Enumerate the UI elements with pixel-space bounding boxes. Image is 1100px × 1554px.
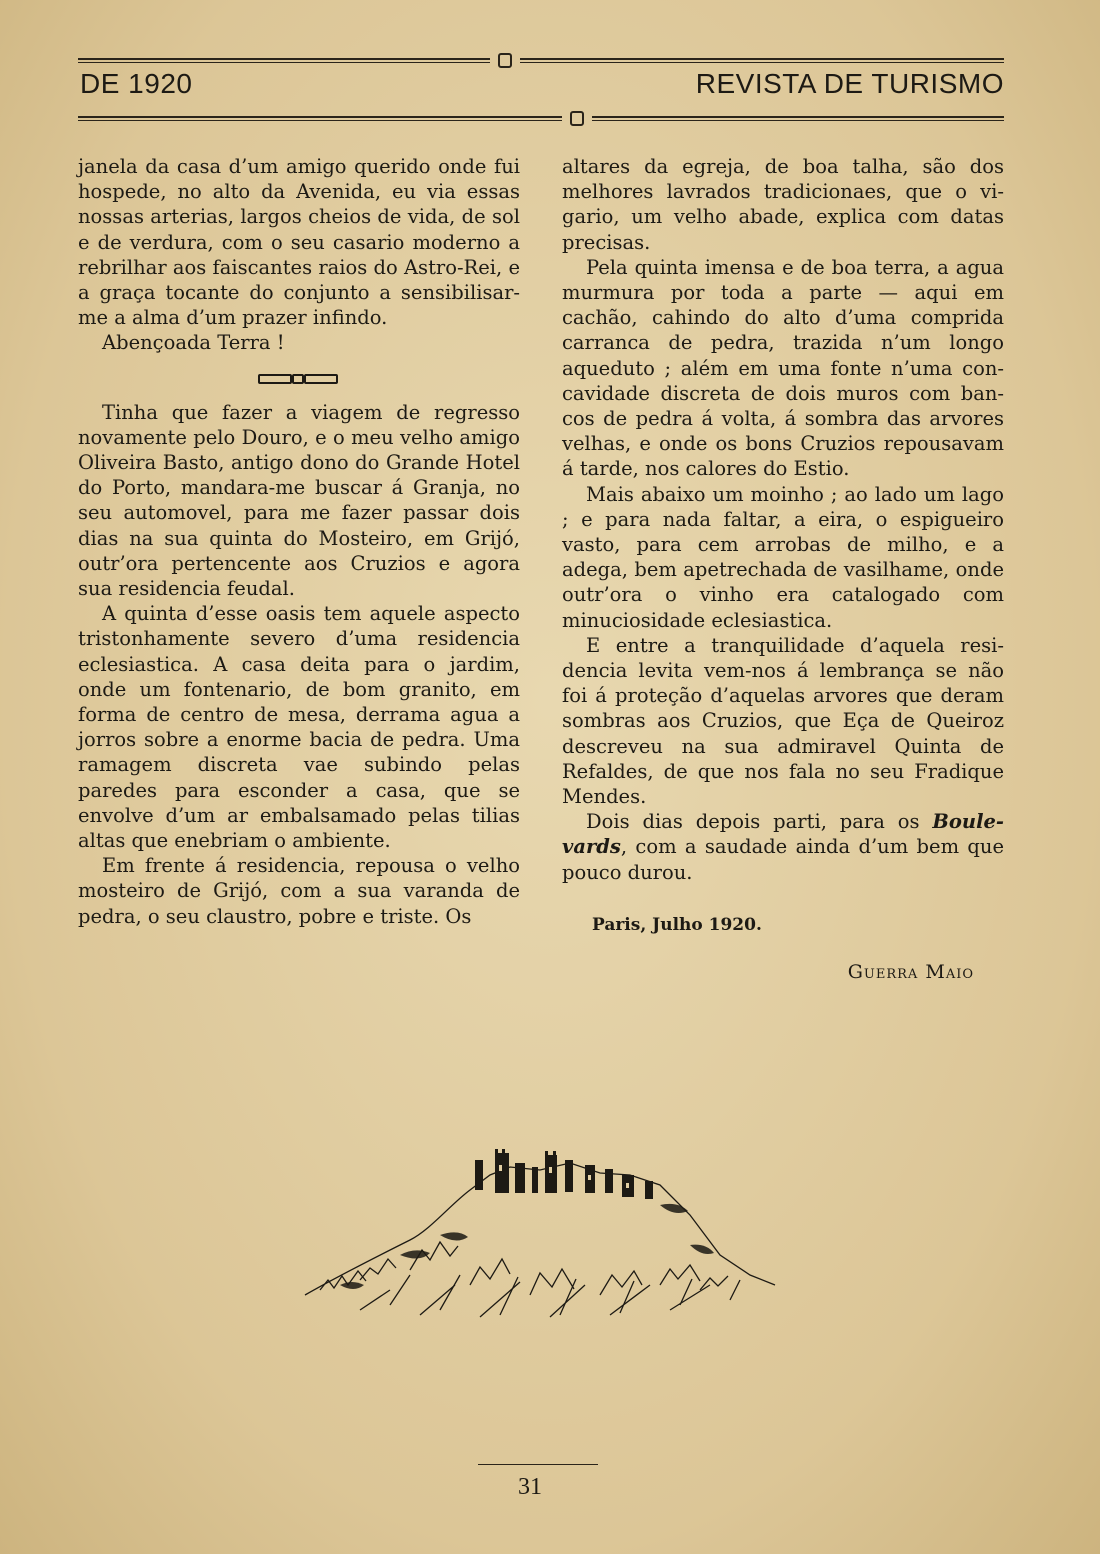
castle-hill-illustration	[300, 1145, 780, 1325]
header-top-rule-left	[78, 58, 490, 60]
author-signature: Guerra Maio	[847, 961, 974, 984]
paragraph-text: , com a saudade ainda d’um bem que pouco durou.	[562, 835, 1004, 884]
boulevards-italic: Boulevards	[562, 810, 1004, 859]
paragraph: Em frente á residencia, repousa o velho mosteiro de Grijó, com a sua varanda de pedra, o seu claustro, pobre e triste. Os	[78, 854, 520, 928]
header-top-rule-right	[520, 58, 1004, 60]
paragraph: A quinta d’esse oasis tem aquele aspecto tristonhamente severo d’uma residencia eclesiastica. A casa deita para o jardim, onde um fontenario, de bom granito, em forma de centro de mesa, derrama agua a jorros sobre a enorme bacia de pedra. Uma ramagem discreta vae subindo pelas paredes para esconder a casa, que se envolve d’um ar embalsamado pelas tilias altas que enebriam o ambiente.	[78, 602, 520, 853]
paragraph: Tinha que fazer a viagem de regresso novamente pelo Douro, e o meu velho amigo Oliveira Basto, antigo dono do Grande Hotel do Porto, mandara-me buscar á Granja, no seu automovel, para me fazer passar dois dias na sua quinta do Mosteiro, em Grijó, outr’ora pertencente aos Cruzios e agora sua residencia feudal.	[78, 400, 520, 601]
folio-rule	[478, 1464, 598, 1465]
header-top-ornament	[498, 53, 512, 68]
paragraph: janela da casa d’um amigo querido onde fui hospede, no alto da Avenida, eu via essas nossas arterias, largos cheios de vida, de sol e de verdura, com o seu casario moderno a rebrilhar aos faiscantes raios do Astro-Rei, e a graça tocante do conjunto a sensibilisar-me a alma d’um prazer infindo.	[78, 155, 520, 330]
header-bottom-rule-left	[78, 116, 562, 118]
paragraph	[562, 809, 1004, 885]
section-separator	[78, 362, 520, 396]
header-bottom-rule-left-2	[78, 120, 562, 121]
paragraph: Abençoada Terra !	[102, 331, 285, 355]
signoff-place-date: Paris, Julho 1920.	[592, 914, 762, 935]
right-column	[562, 154, 1004, 985]
header-title: REVISTA DE TURISMO	[695, 68, 1004, 99]
paragraph: E entre a tranquilidade d’aquela residencia levita vem-nos á lembrança se não foi á proteção d’aquelas arvores que deram sombras aos Cruzios, que Eça de Queiroz descreveu na sua admiravel Quinta de Refaldes, de que nos fala no seu Fradique Mendes.	[562, 633, 1004, 809]
header-bottom-ornament	[570, 111, 584, 126]
page-number: 31	[518, 1474, 542, 1500]
header-bottom-rule-right-2	[592, 120, 1004, 121]
header-top-rule-right-2	[520, 62, 1004, 63]
paragraph: Pela quinta imensa e de boa terra, a agua murmura por toda a parte — aqui em cachão, cahindo do alto d’uma comprida carranca de pedra, trazida n’um longo aqueduto ; além em uma fonte n’uma concavidade discreta de dois muros com bancos de pedra á volta, á sombra das arvores velhas, e onde os bons Cruzios repousavam á tarde, nos calores do Estio.	[562, 255, 1004, 481]
paragraph-text: Dois dias depois parti, para os	[586, 810, 933, 834]
header-top-rule-left-2	[78, 62, 490, 63]
header-bottom-rule-right	[592, 116, 1004, 118]
paragraph: Mais abaixo um moinho ; ao lado um lago ; e para nada faltar, a eira, o espigueiro vasto, para cem arrobas de milho, e a adega, bem apetrechada de vasilhame, onde outr’ora o vinho era catalogado com minuciosidade eclesiastica.	[562, 482, 1004, 632]
header-date: DE 1920	[80, 68, 193, 99]
paragraph: altares da egreja, de boa talha, são dos melhores lavrados tradicionaes, que o vigario, um velho abade, explica com datas precisas.	[562, 155, 1004, 254]
left-column	[78, 154, 520, 929]
